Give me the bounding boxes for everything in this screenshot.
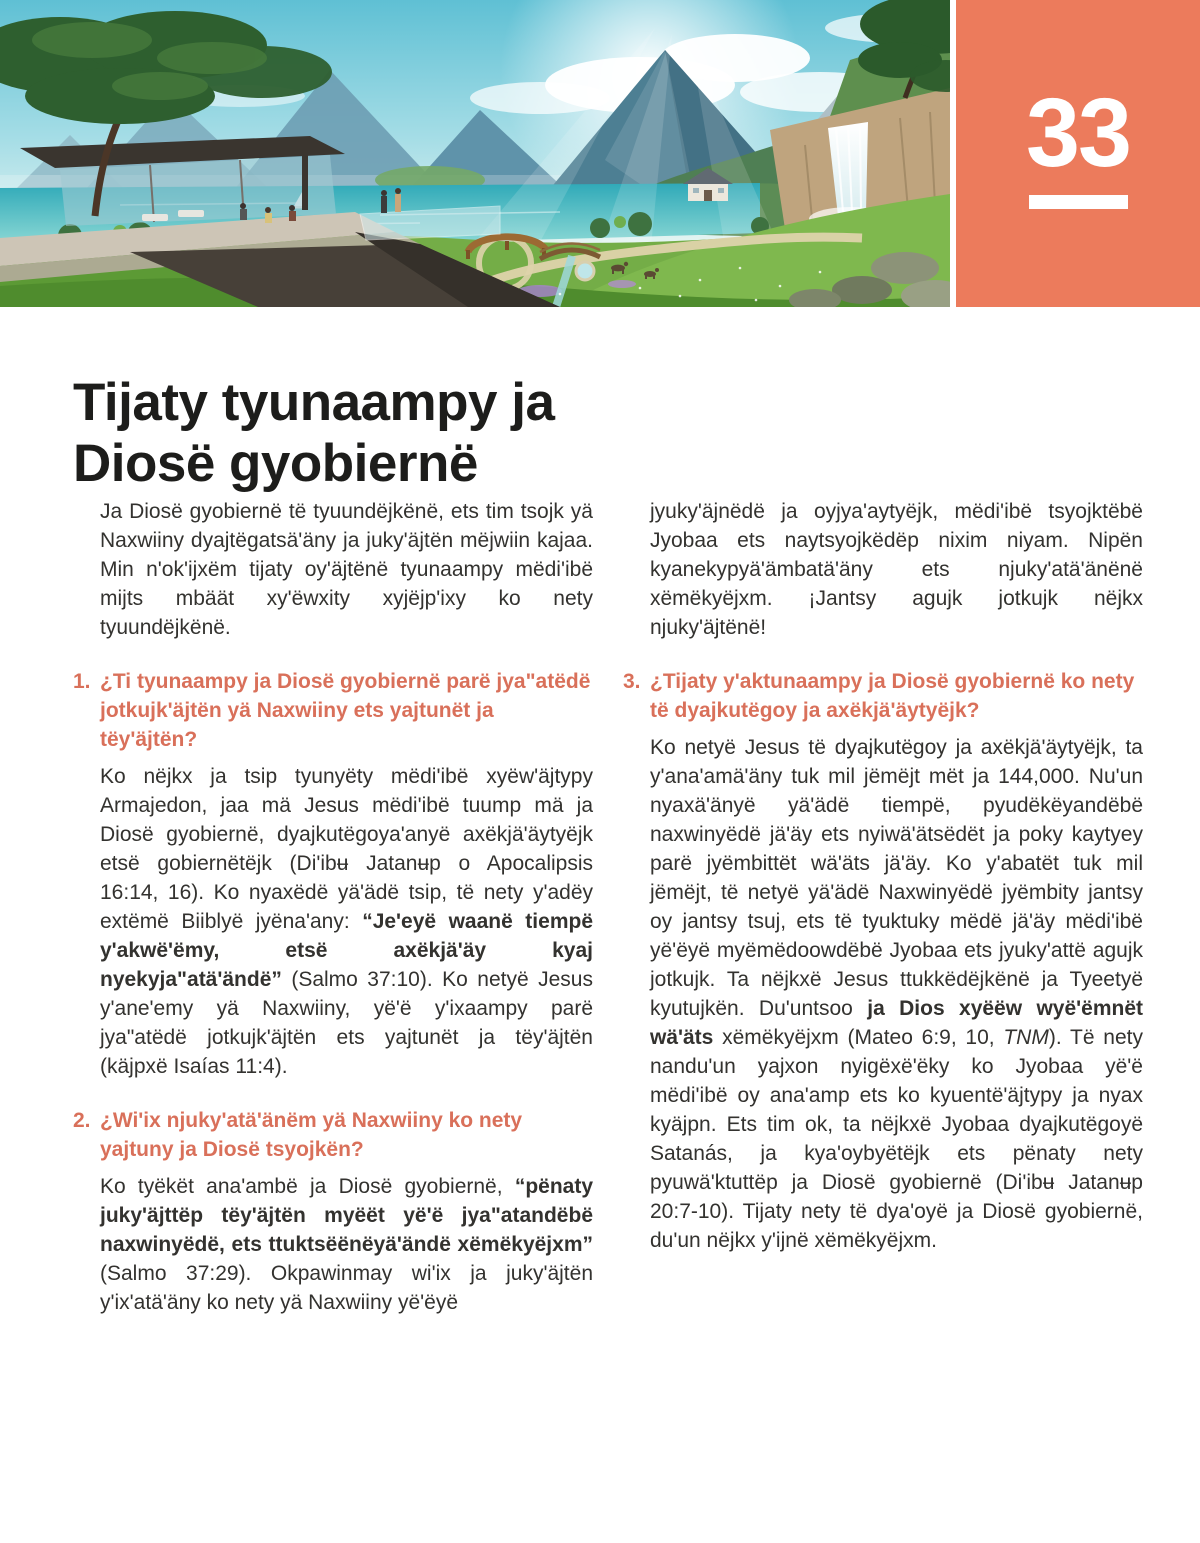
answer-2-paragraph-left: Ko tyëkët ana'ambë ja Diosë gyobiernë, “pënaty juky'äjttëp tëy'äjtën myëët yë'ë jya"atandëbë naxwinyëdë, ets ttuktsëënëyä'ändë xëmëkyëjxm” (Salmo 37:29). Okpawinmay wi'ix ja juky'äjtën y'ix'atä'äny ko nety yä Naxwiiny yë'ëyë bbox=[100, 1175, 593, 1314]
question-1-number: 1. bbox=[73, 670, 91, 693]
question-2-number: 2. bbox=[73, 1109, 91, 1132]
paradise-landscape-illustration bbox=[0, 0, 950, 307]
question-3-number: 3. bbox=[623, 670, 641, 693]
answer-2-paragraph-continued: jyuky'äjnëdë ja oyjya'aytyëjk, mëdi'ibë tsyojktëbë Jyobaa ets naytsyojkëdëp nixim niyam. Nipën kyanekypyä'ämbatä'äny ets njuky'atä'änënë xëmëkyëjxm. ¡Jantsy agujk jotkujk nëjkx njuky'äjtënë! bbox=[650, 500, 1143, 639]
question-1 bbox=[73, 667, 593, 754]
question-2-text: ¿Wi'ix njuky'atä'änëm yä Naxwiiny ko nety yajtuny ja Diosë tsyojkën? bbox=[100, 1109, 523, 1161]
left-column bbox=[73, 497, 593, 1317]
lesson-number-box bbox=[956, 0, 1200, 307]
hero-image bbox=[0, 0, 950, 307]
page-title-line-2: Diosë gyobiernë bbox=[73, 433, 478, 493]
answer-1-paragraph: Ko nëjkx ja tsip tyunyëty mëdi'ibë xyëw'äjtypy Armajedon, jaa mä Jesus mëdi'ibë tuump mä ja Diosë gyobiernë, dyajkutëgoya'anyë axëkjä'äytyëjk etsë gobiernëtëjk (Di'ibʉ Jatanʉp o Apocalipsis 16:14, 16). Ko nyaxëdë yä'ädë tsip, të nety y'adëy extëmë Biiblyë jyëna'any: “Je'eyë waanë tiempë y'akwë'ëmy, etsë axëkjä'äy kyaj nyekyja"atä'ändë” (Salmo 37:10). Ko netyë Jesus y'ane'emy yä Naxwiiny, yë'ë y'ixaampy parë jya"atëdë jotkujk'äjtën ets yajtunët ja tëy'äjtën (käjpxë Isaías 11:4). bbox=[100, 765, 593, 1078]
question-3 bbox=[623, 667, 1143, 725]
question-1-text: ¿Ti tyunaampy ja Diosë gyobiernë parë jya"atëdë jotkujk'äjtën yä Naxwiiny ets yajtunët ja tëy'äjtën? bbox=[100, 670, 591, 751]
answer-3-paragraph: Ko netyë Jesus të dyajkutëgoy ja axëkjä'äytyëjk, ta y'ana'amä'äny tuk mil jëmëjt mët ja 144,000. Nu'un nyaxä'änyë yä'ädë tiempë, pyudëkëyandëbë naxwinyëdë jä'äy ets nyiwä'ätsëdët ja poky kaytyey parë jyëmbittët wä'äts jä'äy. Ko y'abatët tuk mil jëmëjt, të netyë yä'ädë Naxwinyëdë jyëmbity jantsy oy jantsy tsuj, ets të tyuktuky mëdë jä'äy mëdi'ibë yë'ëyë myëmëdoowdëbë Jyobaa ets jyuky'attë agujk jotkujk. Ta nëjkxë Jesus ttukkëdëjkënë ja Tyeetyë kyutujkën. Du'untsoo ja Dios xyëëw wyë'ëmnët wä'äts xëmëkyëjxm (Mateo 6:9, 10, TNM). Të nety nandu'un yajxon nyigëxë'ëky ko Jyobaa yë'ë mëdi'ibë oy ana'amp ets ko kyuentë'äjtypy ja nyax kyäjpn. Ets tim ok, ta nëjkxë Jyobaa dyajkutëgoyë Satanás, ja kya'oybyëtëjk ets pënaty nety pyuwä'ktuttëp ja Diosë gyobiernë (Di'ibʉ Jatanʉp 20:7-10). Tijaty nety të dya'oyë ja Diosë gyobiernë, du'un nëjkx y'ijnë xëmëkyëjxm. bbox=[650, 736, 1143, 1252]
right-column bbox=[623, 497, 1143, 1255]
page-title-line-1: Tijaty tyunaampy ja bbox=[73, 372, 555, 432]
question-2 bbox=[73, 1106, 593, 1164]
intro-paragraph: Ja Diosë gyobiernë të tyuundëjkënë, ets tim tsojk yä Naxwiiny dyajtëgatsä'äny ja juky'äjtën mëjwiin kajaa. Min n'ok'ijxëm tijaty oy'äjtënë tyunaampy mëdi'ibë mijts mbäät xy'ëwxity xyjëjp'ixy ko nety tyuundëjkënë. bbox=[100, 500, 593, 639]
lesson-number-underline bbox=[1029, 195, 1128, 209]
page-title bbox=[73, 372, 633, 494]
question-3-text: ¿Tijaty y'aktunaampy ja Diosë gyobiernë ko nety të dyajkutëgoy ja axëkjä'äytyëjk? bbox=[650, 670, 1135, 722]
lesson-number: 33 bbox=[1026, 78, 1130, 187]
